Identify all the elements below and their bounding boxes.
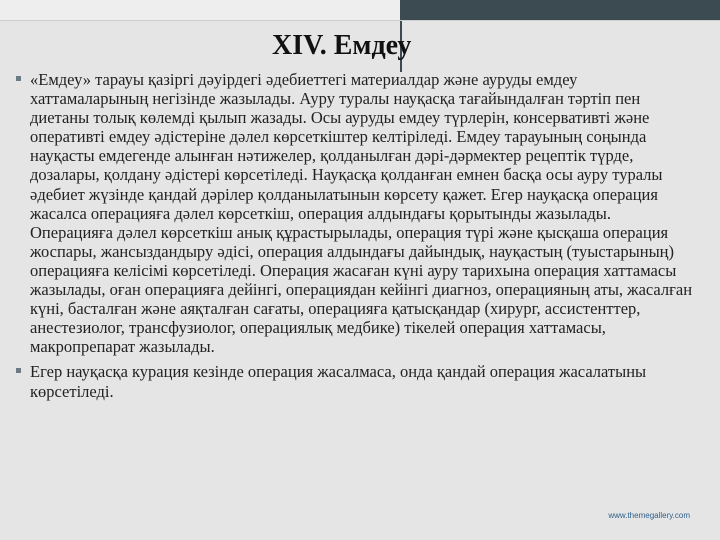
corner-decoration	[400, 0, 720, 20]
title-divider	[0, 20, 720, 21]
slide-content	[30, 70, 694, 407]
paragraph-2: Егер науқасқа курация кезінде операция жасалмаса, онда қандай операция жасалатыны көрсетіледі.	[30, 362, 694, 400]
paragraph-1: «Емдеу» тарауы қазіргі дәуірдегі әдебиеттегі материалдар және ауруды емдеу хаттамаларының негізінде жазылады. Ауру туралы науқасқа тағайындалған тәртіп пен диетаны толық көлемді қылып жазады. Осы ауруды емдеу түрлерін, консервативті және оперативті емдеу әдістеріне дәлел көрсеткіштер келтіріледі. Емдеу тарауының соңында науқасты емдегенде алынған нәтижелер, қолданылған дәрі-дәрмектер рецептік түрде, дозалары, қолдану әдістері көрсетіледі. Науқасқа қолданған емнен басқа осы ауру туралы әдебиет жүзінде қандай дәрілер қолданылатынын көрсету қажет. Егер науқасқа операция жасалса операцияға дәлел көрсеткіш, операция алдындағы қорытынды жазылады. Операцияға дәлел көрсеткіш анық құрастырылады, операция түрі және қысқаша операция жоспары, жансыздандыру әдісі, операция алдындағы дайындық, науқастың (туыстарының) операцияға келісімі көрсетіледі. Операция жасаған күні ауру тарихына операция хаттамасы жазылады, оған операцияға дейінгі, операциядан кейінгі диагноз, операцияның аты, жасалған күні, басталған және аяқталған сағаты, операцияға қатысқандар (хирург, ассистенттер, анестезиолог, трансфузиолог, операциялық медбике) тікелей операция хаттамасы, макропрепарат жазылады.	[30, 70, 693, 357]
footer-url: www.themegallery.com	[608, 511, 690, 520]
slide-title: XIV. Емдеу	[272, 30, 412, 61]
